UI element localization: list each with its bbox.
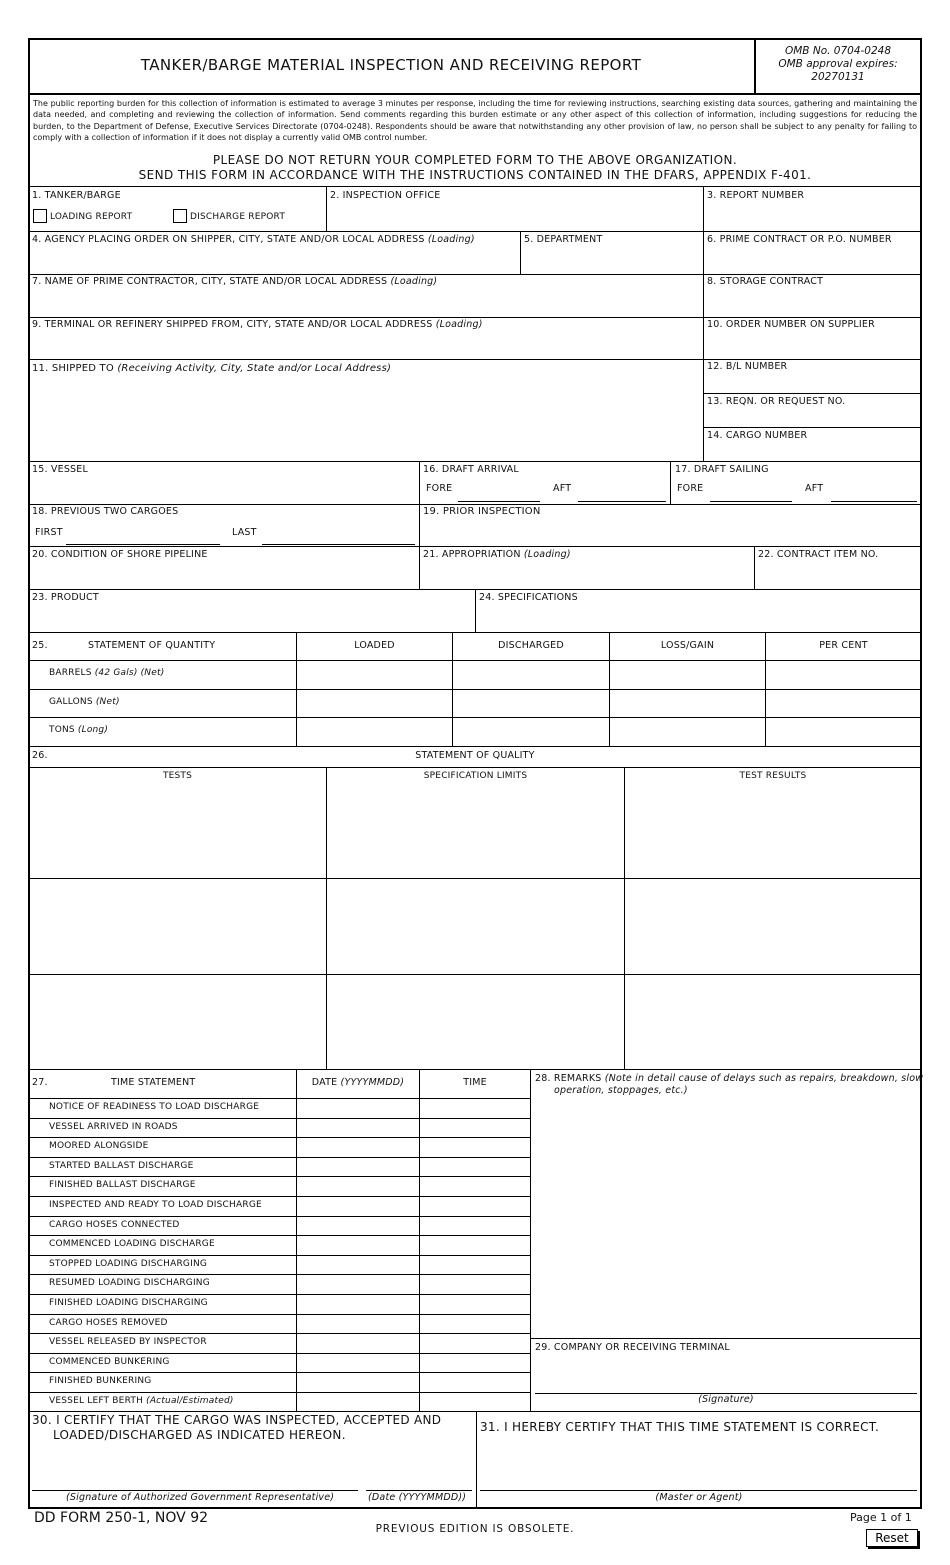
gov-date-line[interactable] xyxy=(366,1490,472,1491)
quantity-col-lossgain: LOSS/GAIN xyxy=(660,640,715,651)
time-row-time-field[interactable] xyxy=(420,1256,529,1274)
agency-label xyxy=(32,234,475,245)
time-row-time-field[interactable] xyxy=(420,1393,529,1411)
quantity-row-barrels xyxy=(49,668,164,678)
time-row-label xyxy=(49,1200,262,1210)
time-row-time-field[interactable] xyxy=(420,1295,529,1313)
date-col-note: (YYYYMMDD) xyxy=(340,1077,405,1088)
divider xyxy=(29,660,921,661)
divider xyxy=(531,1338,921,1339)
divider xyxy=(754,546,755,589)
bl-number-label: 12. B/L NUMBER xyxy=(707,361,788,372)
time-row-time-field[interactable] xyxy=(420,1354,529,1372)
discharge-report-label: DISCHARGE REPORT xyxy=(190,212,286,222)
reset-button[interactable]: Reset xyxy=(866,1529,918,1547)
time-row-text: NOTICE OF READINESS TO LOAD DISCHARGE xyxy=(49,1102,260,1112)
inspection-office-label: 2. INSPECTION OFFICE xyxy=(330,190,441,201)
divider xyxy=(29,461,921,462)
reqn-label: 13. REQN. OR REQUEST NO. xyxy=(707,396,846,407)
divider xyxy=(29,746,921,747)
divider xyxy=(624,767,625,1069)
shipped-to-label xyxy=(32,363,391,374)
remarks-text: 28. REMARKS xyxy=(535,1073,602,1084)
time-row-date-field[interactable] xyxy=(297,1373,418,1391)
time-row-text: VESSEL RELEASED BY INSPECTOR xyxy=(49,1337,207,1348)
time-title: TIME STATEMENT xyxy=(111,1077,196,1088)
time-row-time-field[interactable] xyxy=(420,1236,529,1254)
time-row-time-field[interactable] xyxy=(420,1373,529,1391)
shore-pipeline-label: 20. CONDITION OF SHORE PIPELINE xyxy=(32,549,208,560)
time-row-date-field[interactable] xyxy=(297,1177,418,1195)
agency-label-note: (Loading) xyxy=(427,234,475,245)
prime-contractor-text: 7. NAME OF PRIME CONTRACTOR, CITY, STATE AND/OR LOCAL ADDRESS xyxy=(32,276,388,287)
divider xyxy=(326,767,327,1069)
vessel-field[interactable] xyxy=(30,476,417,502)
arrival-fore-line[interactable] xyxy=(458,501,540,502)
appropriation-label xyxy=(423,549,571,560)
gallons-label: GALLONS xyxy=(49,697,93,707)
time-row-label xyxy=(49,1122,178,1132)
prime-contractor-label xyxy=(32,276,437,287)
divider xyxy=(29,974,921,975)
previous-cargoes-label: 18. PREVIOUS TWO CARGOES xyxy=(32,506,179,517)
time-row-time-field[interactable] xyxy=(420,1119,529,1137)
time-row-date-field[interactable] xyxy=(297,1295,418,1313)
remarks-note-1: (Note in detail cause of delays such as repairs, breakdown, slow xyxy=(604,1073,924,1084)
divider xyxy=(530,1069,531,1411)
barrels-note: (42 Gals) (Net) xyxy=(94,668,165,678)
certify-30-line-1: 30. I CERTIFY THAT THE CARGO WAS INSPECTED, ACCEPTED AND xyxy=(32,1413,442,1427)
omb-block xyxy=(756,45,920,84)
time-row-label xyxy=(49,1180,196,1190)
time-row-date-field[interactable] xyxy=(297,1354,418,1372)
time-row-time-field[interactable] xyxy=(420,1315,529,1333)
cargo-number-label: 14. CARGO NUMBER xyxy=(707,430,808,441)
sailing-fore-label: FORE xyxy=(677,483,704,494)
gov-signature-line[interactable] xyxy=(32,1490,358,1491)
time-row-text: MOORED ALONGSIDE xyxy=(49,1141,149,1152)
appropriation-field[interactable] xyxy=(421,561,752,587)
time-row-text: RESUMED LOADING DISCHARGING xyxy=(49,1278,210,1289)
vessel-label: 15. VESSEL xyxy=(32,464,88,475)
divider xyxy=(475,589,476,632)
sailing-aft-line[interactable] xyxy=(831,501,917,502)
time-row-label xyxy=(49,1337,207,1347)
time-row-date-field[interactable] xyxy=(297,1217,418,1235)
divider xyxy=(29,546,921,547)
draft-sailing-label: 17. DRAFT SAILING xyxy=(675,464,769,475)
quantity-col-discharged: DISCHARGED xyxy=(498,640,564,651)
shore-pipeline-field[interactable] xyxy=(30,561,417,587)
time-row-label xyxy=(49,1259,207,1269)
time-row-date-field[interactable] xyxy=(297,1138,418,1156)
quality-number: 26. xyxy=(32,750,48,761)
arrival-aft-label: AFT xyxy=(553,483,572,494)
agency-field[interactable] xyxy=(30,246,518,272)
shipped-to-text: 11. SHIPPED TO xyxy=(32,363,114,374)
time-row-date-field[interactable] xyxy=(297,1119,418,1137)
quality-title: STATEMENT OF QUALITY xyxy=(415,750,535,761)
time-row-text: COMMENCED LOADING DISCHARGE xyxy=(49,1239,215,1250)
time-row-date-field[interactable] xyxy=(297,1275,418,1293)
omb-expires: OMB approval expires: xyxy=(778,58,898,70)
gallons-note: (Net) xyxy=(95,697,120,707)
divider xyxy=(326,186,327,231)
time-row-text: FINISHED BALLAST DISCHARGE xyxy=(49,1180,196,1191)
quality-col-tests: TESTS xyxy=(162,771,193,781)
tons-note: (Long) xyxy=(77,725,109,735)
tons-label: TONS xyxy=(49,725,75,735)
notice-line-1: PLEASE DO NOT RETURN YOUR COMPLETED FORM TO THE ABOVE ORGANIZATION. xyxy=(212,153,738,167)
divider xyxy=(29,632,921,633)
prior-inspection-label: 19. PRIOR INSPECTION xyxy=(423,506,541,517)
time-row-label xyxy=(49,1161,193,1171)
time-row-time-field[interactable] xyxy=(420,1177,529,1195)
time-row-time-field[interactable] xyxy=(420,1099,529,1117)
remarks-label xyxy=(535,1073,923,1084)
specifications-field[interactable] xyxy=(477,604,919,630)
quantity-row-gallons xyxy=(49,697,120,707)
time-row-text: INSPECTED AND READY TO LOAD DISCHARGE xyxy=(49,1200,262,1210)
divider xyxy=(29,317,921,318)
time-row-label xyxy=(49,1278,210,1288)
appropriation-text: 21. APPROPRIATION xyxy=(423,549,521,560)
divider xyxy=(29,1411,921,1412)
time-row-text: VESSEL ARRIVED IN ROADS xyxy=(49,1121,178,1132)
time-row-label xyxy=(49,1298,208,1308)
divider xyxy=(704,427,921,428)
agency-label-text: 4. AGENCY PLACING ORDER ON SHIPPER, CITY, STATE AND/OR LOCAL ADDRESS xyxy=(32,234,425,245)
time-row-date-field[interactable] xyxy=(297,1334,418,1352)
time-row-date-field[interactable] xyxy=(297,1256,418,1274)
divider xyxy=(29,1069,921,1070)
master-caption: (Master or Agent) xyxy=(655,1492,743,1503)
master-signature-line[interactable] xyxy=(480,1490,917,1491)
time-row-label xyxy=(49,1141,149,1151)
last-cargo-line[interactable] xyxy=(262,544,415,545)
divider xyxy=(29,717,921,718)
time-row-date-field[interactable] xyxy=(297,1197,418,1215)
loading-report-label: LOADING REPORT xyxy=(50,212,133,222)
time-col-time: TIME xyxy=(463,1077,487,1088)
arrival-fore-label: FORE xyxy=(426,483,453,494)
time-row-time-field[interactable] xyxy=(420,1138,529,1156)
divider xyxy=(704,393,921,394)
discharge-report-checkbox[interactable] xyxy=(173,209,187,223)
certify-30 xyxy=(32,1413,441,1443)
time-row-date-field[interactable] xyxy=(297,1315,418,1333)
time-row-text: FINISHED LOADING DISCHARGING xyxy=(49,1298,208,1308)
terminal-text: 9. TERMINAL OR REFINERY SHIPPED FROM, CITY, STATE AND/OR LOCAL ADDRESS xyxy=(32,319,433,330)
gov-date-caption: (Date (YYYYMMDD)) xyxy=(368,1492,467,1503)
notice-line-2: SEND THIS FORM IN ACCORDANCE WITH THE INSTRUCTIONS CONTAINED IN THE DFARS, APPENDIX F-401. xyxy=(138,168,812,182)
time-row-text: VESSEL LEFT BERTH xyxy=(49,1396,144,1406)
product-field[interactable] xyxy=(30,604,473,630)
contract-item-label: 22. CONTRACT ITEM NO. xyxy=(758,549,879,560)
order-number-field[interactable] xyxy=(705,331,919,358)
product-label: 23. PRODUCT xyxy=(32,592,99,603)
report-number-field[interactable] xyxy=(705,202,919,229)
terminal-label xyxy=(32,319,483,330)
time-col-date xyxy=(297,1077,419,1088)
department-label: 5. DEPARTMENT xyxy=(524,234,603,245)
prior-inspection-field[interactable] xyxy=(421,520,919,544)
sailing-fore-line[interactable] xyxy=(710,501,792,502)
divider xyxy=(29,186,921,187)
time-row-text: STOPPED LOADING DISCHARGING xyxy=(49,1258,208,1269)
time-row-time-field[interactable] xyxy=(420,1334,529,1352)
time-row-label xyxy=(49,1318,168,1328)
obsolete-notice: PREVIOUS EDITION IS OBSOLETE. xyxy=(375,1523,575,1535)
remarks-note-2: operation, stoppages, etc.) xyxy=(554,1085,688,1096)
burden-statement: The public reporting burden for this collection of information is estimated to average 3 minutes per response, including the time for reviewing instructions, searching existing data sources, gathering and maintaining the data needed, and completing and reviewing the collection of information. Send comments regarding this burden estimate or any other aspect of this collection of information, including suggestions for reducing the burden, to the Department of Defense, Executive Services Directorate (0704-0248). Respondents should be aware that notwithstanding any other provision of law, no person shall be subject to any penalty for failing to comply with a collection of information if it does not display a currently valid OMB control number. xyxy=(33,99,917,142)
last-cargo-label: LAST xyxy=(232,527,257,538)
terminal-note: (Loading) xyxy=(435,319,483,330)
time-row-date-field[interactable] xyxy=(297,1393,418,1411)
company-signature-caption: (Signature) xyxy=(698,1394,754,1405)
time-row-note: (Actual/Estimated) xyxy=(146,1396,234,1406)
time-row-text: CARGO HOSES CONNECTED xyxy=(49,1219,180,1230)
terminal-field[interactable] xyxy=(30,331,701,358)
time-row-label xyxy=(49,1376,151,1386)
report-number-label: 3. REPORT NUMBER xyxy=(707,190,805,201)
prime-contractor-field[interactable] xyxy=(30,288,701,315)
divider xyxy=(29,878,921,879)
prime-contractor-note: (Loading) xyxy=(390,276,438,287)
order-number-label: 10. ORDER NUMBER ON SUPPLIER xyxy=(707,319,875,330)
time-row-time-field[interactable] xyxy=(420,1217,529,1235)
quality-col-results: TEST RESULTS xyxy=(739,771,807,781)
storage-contract-field[interactable] xyxy=(705,288,919,315)
draft-arrival-label: 16. DRAFT ARRIVAL xyxy=(423,464,519,475)
omb-date: 20270131 xyxy=(811,71,865,83)
contract-item-field[interactable] xyxy=(756,561,919,587)
divider xyxy=(29,93,921,95)
shipped-to-note: (Receiving Activity, City, State and/or Local Address) xyxy=(117,363,392,374)
quantity-row-tons xyxy=(49,725,108,735)
time-row-time-field[interactable] xyxy=(420,1275,529,1293)
time-row-text: FINISHED BUNKERING xyxy=(49,1376,152,1387)
omb-number: OMB No. 0704-0248 xyxy=(784,45,892,57)
quantity-col-loaded: LOADED xyxy=(354,640,395,651)
time-row-label xyxy=(49,1357,170,1367)
appropriation-note: (Loading) xyxy=(523,549,571,560)
time-row-label xyxy=(49,1220,180,1230)
inspection-office-field[interactable] xyxy=(328,202,700,229)
time-row-label xyxy=(49,1396,234,1406)
time-row-time-field[interactable] xyxy=(420,1197,529,1215)
certify-30-line-2: LOADED/DISCHARGED AS INDICATED HEREON. xyxy=(53,1428,346,1442)
time-row-date-field[interactable] xyxy=(297,1158,418,1176)
first-cargo-label: FIRST xyxy=(35,527,63,538)
quantity-number: 25. xyxy=(32,640,48,651)
divider xyxy=(29,274,921,275)
divider xyxy=(29,767,921,768)
shipped-to-field[interactable] xyxy=(30,377,701,459)
divider xyxy=(29,504,921,505)
form-id: DD FORM 250-1, NOV 92 xyxy=(34,1510,209,1526)
divider xyxy=(670,461,671,504)
date-col-text: DATE xyxy=(311,1077,338,1088)
company-label: 29. COMPANY OR RECEIVING TERMINAL xyxy=(535,1342,730,1353)
gov-signature-caption: (Signature of Authorized Government Representative) xyxy=(66,1492,335,1503)
quality-col-limits: SPECIFICATION LIMITS xyxy=(423,771,528,781)
time-row-label xyxy=(49,1102,259,1112)
time-row-label xyxy=(49,1239,215,1249)
time-row-time-field[interactable] xyxy=(420,1158,529,1176)
tanker-barge-label: 1. TANKER/BARGE xyxy=(32,190,121,201)
first-cargo-line[interactable] xyxy=(66,544,220,545)
quantity-col-percent: PER CENT xyxy=(819,640,868,651)
divider xyxy=(419,461,420,589)
form-title: TANKER/BARGE MATERIAL INSPECTION AND RECEIVING REPORT xyxy=(140,56,642,74)
specifications-label: 24. SPECIFICATIONS xyxy=(479,592,578,603)
divider xyxy=(29,231,921,232)
divider xyxy=(520,231,521,274)
prime-contract-field[interactable] xyxy=(705,246,919,272)
divider xyxy=(29,359,921,360)
time-row-text: CARGO HOSES REMOVED xyxy=(49,1317,168,1328)
return-notice xyxy=(30,153,920,183)
barrels-label: BARRELS xyxy=(49,668,92,678)
remarks-field[interactable] xyxy=(533,1100,919,1336)
divider xyxy=(703,186,704,461)
quantity-title: STATEMENT OF QUANTITY xyxy=(88,640,216,651)
certify-31: 31. I HEREBY CERTIFY THAT THIS TIME STATEMENT IS CORRECT. xyxy=(480,1420,880,1434)
loading-report-checkbox[interactable] xyxy=(33,209,47,223)
time-row-text: COMMENCED BUNKERING xyxy=(49,1356,170,1367)
time-number: 27. xyxy=(32,1077,48,1088)
time-row-text: STARTED BALLAST DISCHARGE xyxy=(49,1160,194,1171)
department-field[interactable] xyxy=(522,246,701,272)
divider xyxy=(29,689,921,690)
time-row-date-field[interactable] xyxy=(297,1236,418,1254)
sailing-aft-label: AFT xyxy=(805,483,824,494)
arrival-aft-line[interactable] xyxy=(578,501,666,502)
prime-contract-label: 6. PRIME CONTRACT OR P.O. NUMBER xyxy=(707,234,892,245)
storage-contract-label: 8. STORAGE CONTRACT xyxy=(707,276,824,287)
time-row-date-field[interactable] xyxy=(297,1099,418,1117)
page-number: Page 1 of 1 xyxy=(850,1511,912,1524)
